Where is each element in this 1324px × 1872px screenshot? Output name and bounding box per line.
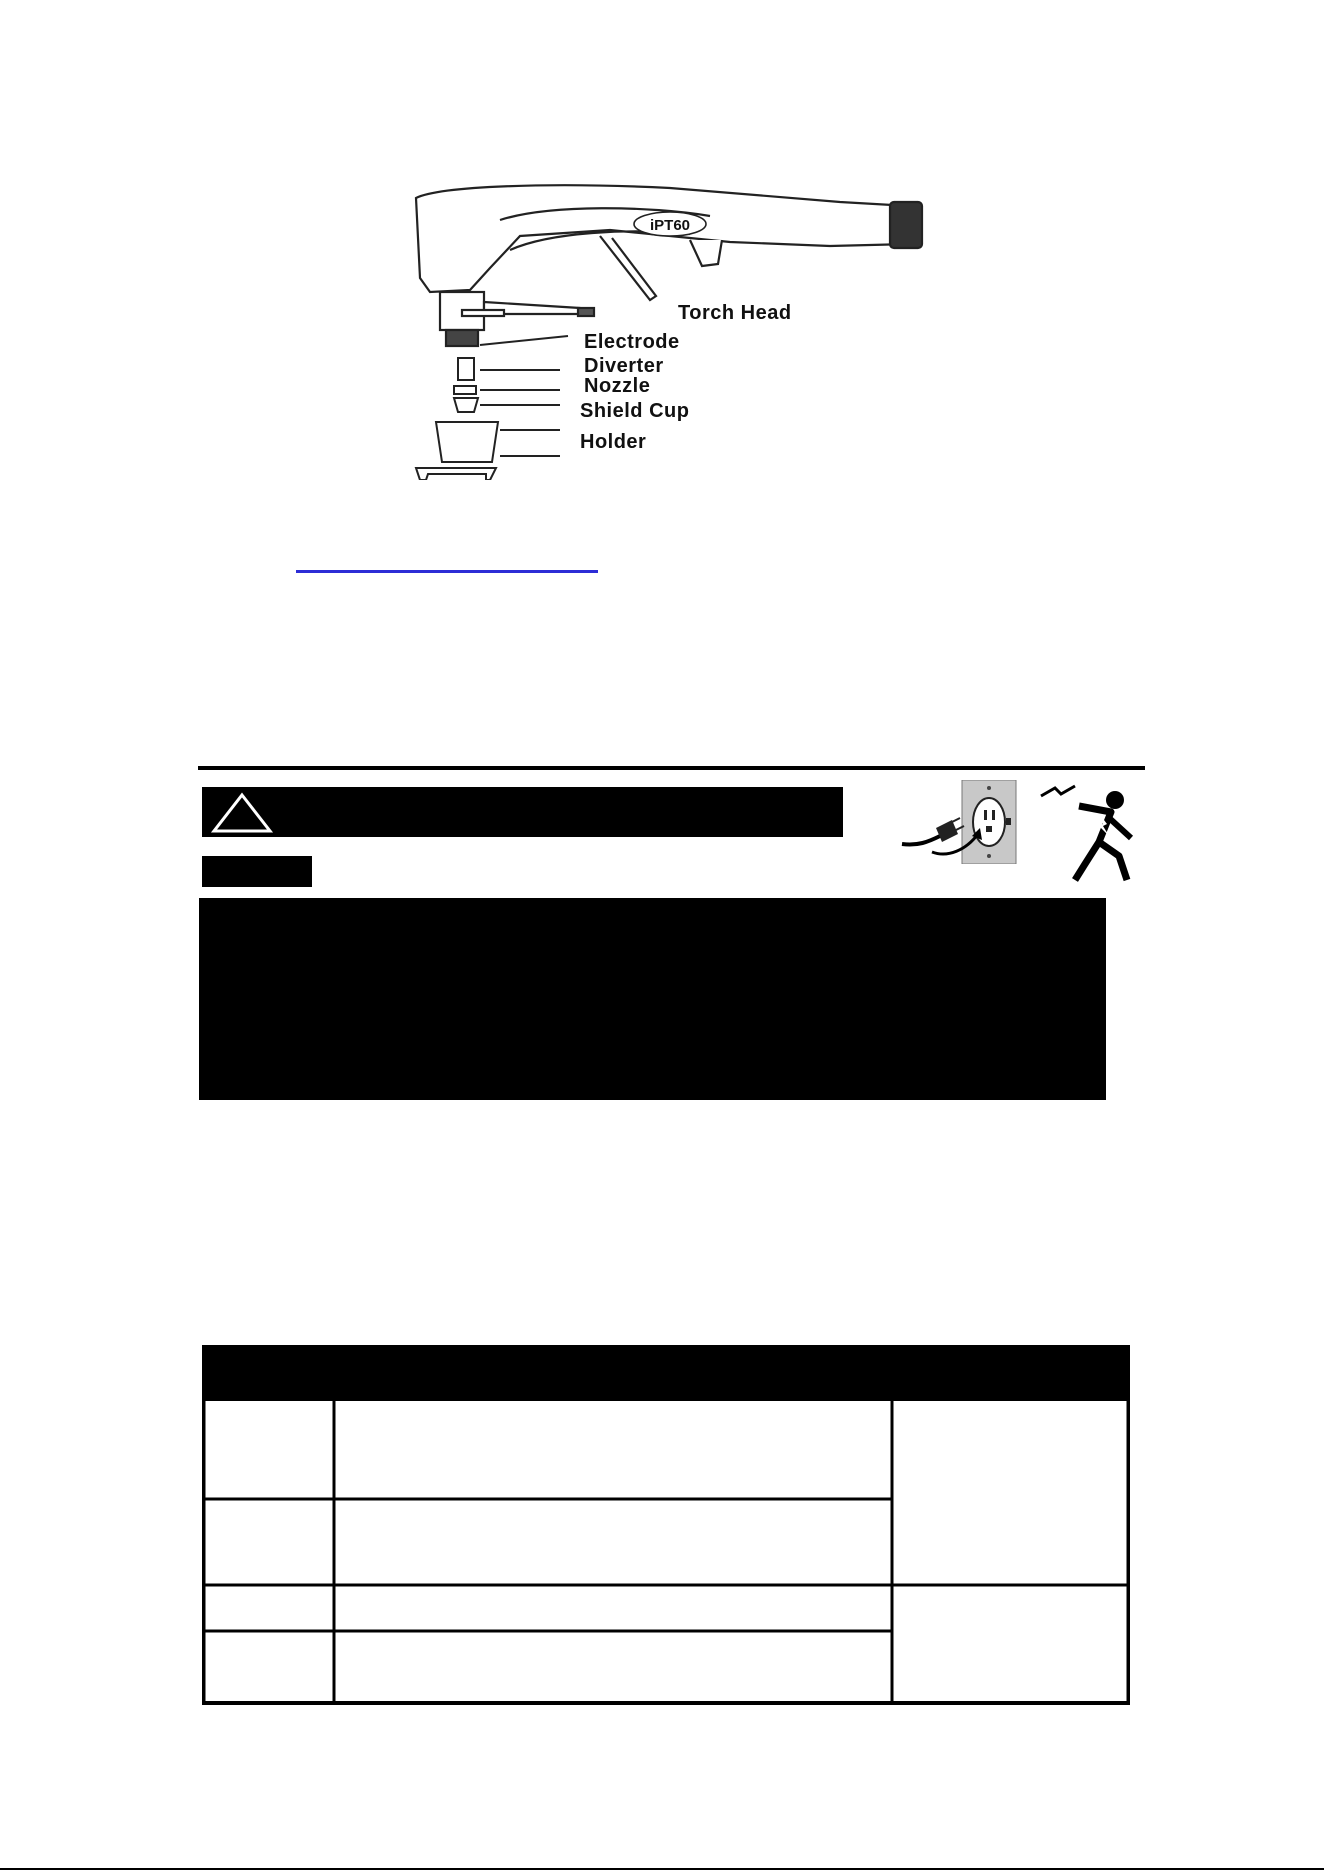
label-diverter: Diverter (584, 355, 664, 377)
electrode-part (458, 358, 474, 380)
nozzle-part (454, 398, 478, 412)
warning-heading-bar (202, 787, 843, 837)
warning-triangle-icon (210, 791, 274, 835)
label-holder: Holder (580, 431, 647, 453)
shield-cup-part (436, 422, 498, 462)
page-bottom-rule (0, 1868, 1324, 1870)
label-torch-head: Torch Head (678, 302, 792, 324)
electric-shock-icon (1035, 782, 1140, 882)
hyperlink-underline[interactable] (296, 570, 598, 573)
spec-table (202, 1345, 1130, 1705)
consumables (416, 358, 498, 480)
table-header (202, 1345, 1130, 1399)
torch-exploded-diagram (350, 180, 1000, 480)
warning-text-box (199, 898, 1106, 1100)
holder-part (416, 468, 496, 480)
label-shield-cup: Shield Cup (580, 400, 690, 422)
torch-body (416, 185, 922, 346)
plug-outlet-icon (900, 780, 1018, 864)
label-nozzle: Nozzle (584, 375, 651, 397)
label-electrode: Electrode (584, 331, 680, 353)
model-label: iPT60 (649, 217, 691, 234)
warning-tag (202, 856, 312, 887)
diverter-part (454, 386, 476, 394)
section-divider (198, 766, 1145, 770)
